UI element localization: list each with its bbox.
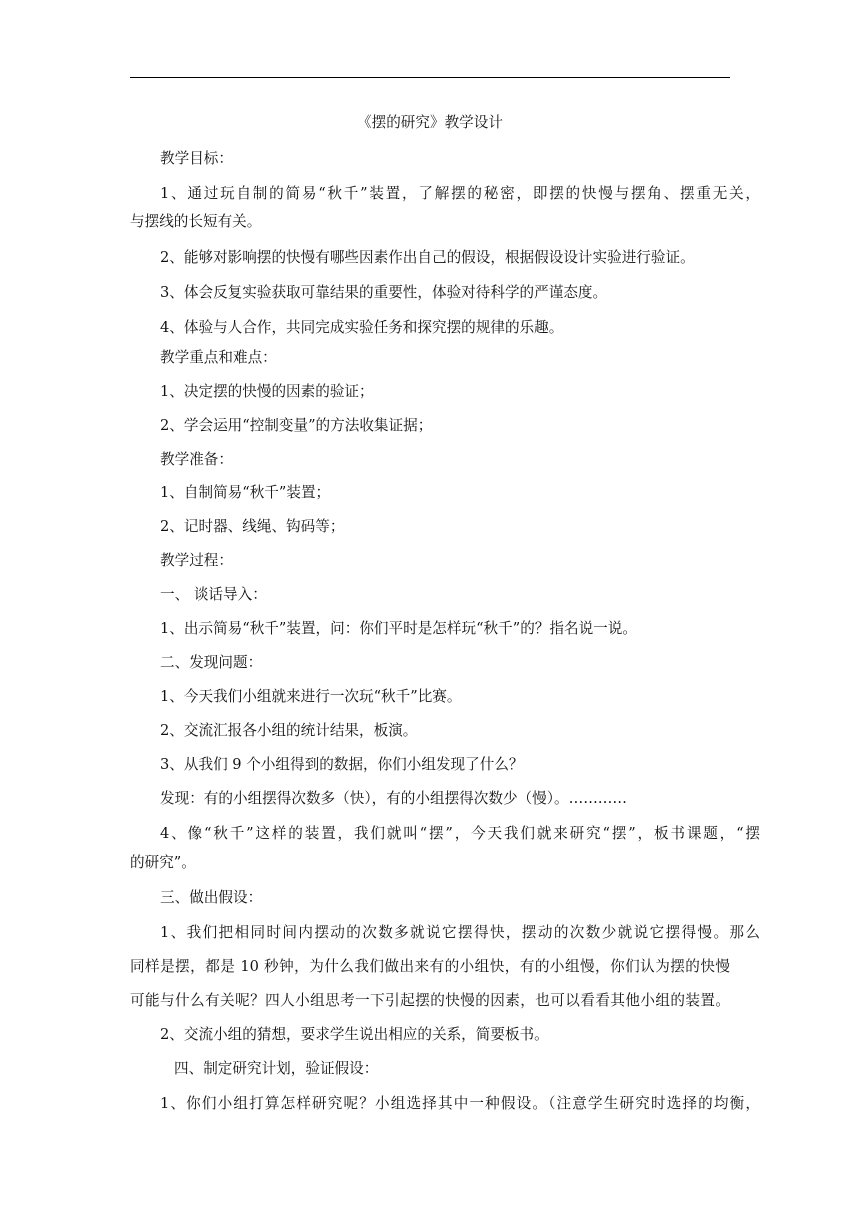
heading-process: 教学过程： [160,552,233,569]
paragraph-line: 2、交流小组的猜想，要求学生说出相应的关系，简要板书。 [160,1026,549,1043]
document-title: 《摆的研究》教学设计 [357,114,503,131]
heading-teaching-goals: 教学目标： [160,150,233,167]
paragraph-line: 3、从我们 9 个小组得到的数据，你们小组发现了什么？ [160,756,524,773]
heading-preparation: 教学准备： [160,451,233,468]
paragraph-line: 2、学会运用“控制变量”的方法收集证据； [160,417,433,434]
paragraph-line: 发现：有的小组摆得次数多（快），有的小组摆得次数少（慢）。………… [160,790,627,807]
section-heading: 二、发现问题： [160,654,263,671]
paragraph-line: 1、今天我们小组就来进行一次玩“秋千”比赛。 [160,688,462,705]
section-heading: 四、制定研究计划，验证假设： [174,1060,379,1077]
heading-key-points: 教学重点和难点： [160,349,277,366]
paragraph-line: 3、体会反复实验获取可靠结果的重要性，体验对待科学的严谨态度。 [160,284,608,301]
paragraph-line: 的研究”。 [130,854,196,871]
paragraph-line: 可能与什么有关呢？四人小组思考一下引起摆的快慢的因素，也可以看看其他小组的装置。 [130,992,730,1009]
paragraph-line: 4、体验与人合作，共同完成实验任务和探究摆的规律的乐趣。 [160,319,564,336]
paragraph-line: 2、能够对影响摆的快慢有哪些因素作出自己的假设，根据假设设计实验进行验证。 [160,249,695,266]
paragraph-line: 2、交流汇报各小组的统计结果，板演。 [160,722,418,739]
section-heading: 一、 谈话导入： [160,586,267,603]
paragraph-line: 同样是摆，都是 10 秒钟，为什么我们做出来有的小组快，有的小组慢，你们认为摆的快慢 [130,958,730,975]
paragraph-line: 1、你们小组打算怎样研究呢？小组选择其中一种假设。（注意学生研究时选择的均衡， [160,1095,760,1112]
paragraph-line: 1、通过玩自制的简易“秋千”装置，了解摆的秘密，即摆的快慢与摆角、摆重无关， [160,185,760,202]
paragraph-line: 1、决定摆的快慢的因素的验证； [160,383,374,400]
paragraph-line: 2、记时器、线绳、钩码等； [160,518,345,535]
paragraph-line: 1、出示简易“秋千”装置，问：你们平时是怎样玩“秋千”的？指名说一说。 [160,620,637,637]
paragraph-line: 1、自制简易“秋千”装置； [160,484,331,501]
paragraph-line: 与摆线的长短有关。 [130,213,262,230]
header-rule [130,77,730,78]
paragraph-line: 1、我们把相同时间内摆动的次数多就说它摆得快，摆动的次数少就说它摆得慢。那么 [160,924,760,941]
paragraph-line: 4、像“秋千”这样的装置，我们就叫“摆”，今天我们就来研究“摆”，板书课题，“摆 [160,825,760,842]
section-heading: 三、做出假设： [160,889,263,906]
